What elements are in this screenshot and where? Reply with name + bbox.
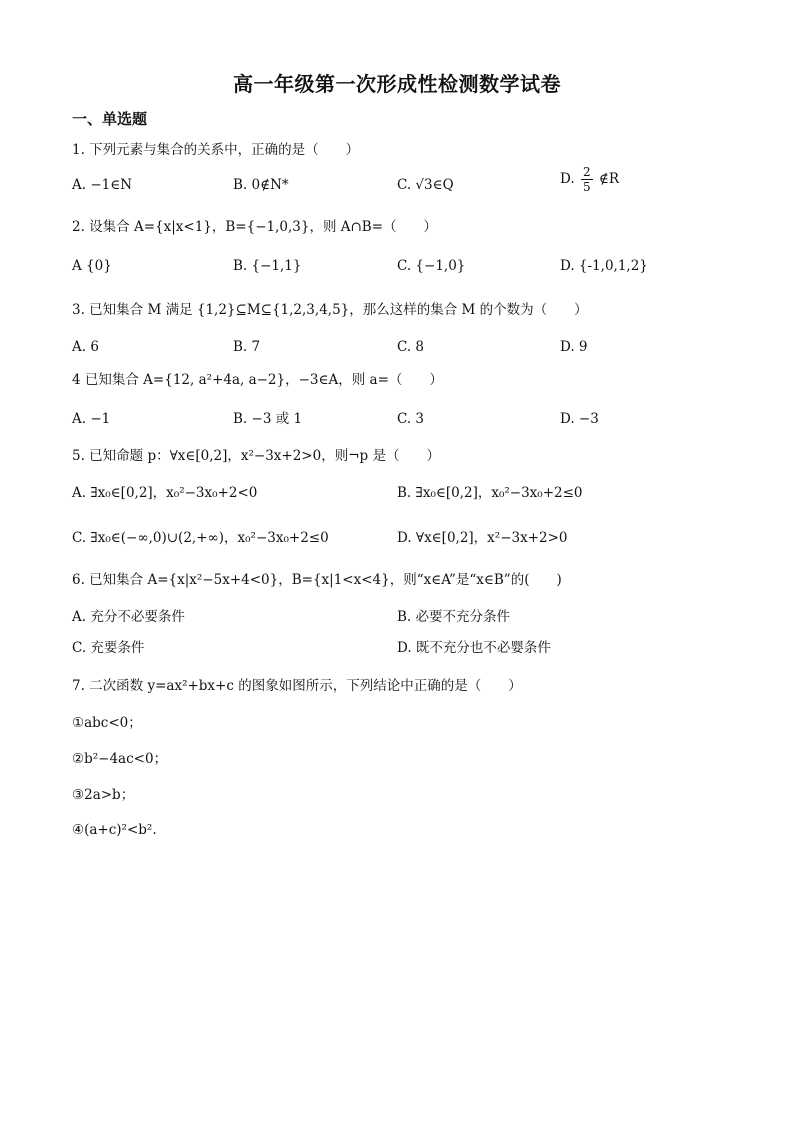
question-2-option-a: A {0} bbox=[72, 258, 112, 274]
question-2-option-b: B. {−1,1} bbox=[233, 258, 302, 274]
question-5-option-c: C. ∃x₀∈(−∞,0)∪(2,+∞)，x₀²−3x₀+2≤0 bbox=[72, 530, 329, 546]
question-3-option-b: B. 7 bbox=[233, 339, 261, 355]
question-4-option-a: A. −1 bbox=[72, 411, 111, 427]
question-6-option-d: D. 既不充分也不必婴条件 bbox=[397, 640, 551, 656]
question-6-stem: 6. 已知集合 A={x|x²−5x+4<0}，B={x|1<x<4}，则“x∈A”是“x∈B”的( ) bbox=[72, 572, 562, 588]
question-2-option-c: C. {−1,0} bbox=[397, 258, 466, 274]
question-5-option-a: A. ∃x₀∈[0,2]，x₀²−3x₀+2<0 bbox=[72, 485, 258, 501]
question-1-stem: 1. 下列元素与集合的关系中，正确的是（ ） bbox=[72, 142, 360, 158]
section-heading: 一、单选题 bbox=[72, 110, 148, 128]
question-2-stem: 2. 设集合 A={x|x<1}，B={−1,0,3}，则 A∩B=（ ） bbox=[72, 219, 438, 235]
fraction bbox=[581, 165, 593, 194]
question-6-option-c: C. 充要条件 bbox=[72, 640, 145, 656]
question-5-stem: 5. 已知命题 p：∀x∈[0,2]，x²−3x+2>0，则¬p 是（ ） bbox=[72, 448, 440, 464]
question-3-stem: 3. 已知集合 M 满足 {1,2}⊆M⊆{1,2,3,4,5}，那么这样的集合 M 的个数为（ ） bbox=[72, 302, 588, 318]
question-7-item-3: ③2a>b； bbox=[72, 787, 135, 803]
question-3-option-a: A. 6 bbox=[72, 339, 99, 355]
question-3-option-c: C. 8 bbox=[397, 339, 425, 355]
question-1-option-b: B. 0∉N* bbox=[233, 177, 289, 193]
question-6-option-b: B. 必要不充分条件 bbox=[397, 609, 511, 625]
option-d-suffix: ∉R bbox=[598, 171, 620, 187]
question-2-option-d: D. {-1,0,1,2} bbox=[560, 258, 648, 274]
question-5-option-d: D. ∀x∈[0,2]，x²−3x+2>0 bbox=[397, 530, 568, 546]
question-7-item-2: ②b²−4ac<0； bbox=[72, 751, 168, 767]
question-1-option-d bbox=[560, 165, 619, 194]
exam-title: 高一年级第一次形成性检测数学试卷 bbox=[233, 72, 561, 96]
question-1-option-a: A. −1∈N bbox=[72, 177, 133, 193]
question-4-option-c: C. 3 bbox=[397, 411, 425, 427]
question-5-option-b: B. ∃x₀∈[0,2]，x₀²−3x₀+2≤0 bbox=[397, 485, 583, 501]
question-1-option-c: C. √3∈Q bbox=[397, 177, 454, 193]
question-7-item-1: ①abc<0； bbox=[72, 715, 142, 731]
question-4-stem: 4 已知集合 A={12, a²+4a, a−2}，−3∈A，则 a=（ ） bbox=[72, 372, 443, 388]
option-d-prefix: D. bbox=[560, 171, 575, 187]
question-4-option-d: D. −3 bbox=[560, 411, 599, 427]
question-7-stem: 7. 二次函数 y=ax²+bx+c 的图象如图所示，下列结论中正确的是（ ） bbox=[72, 678, 522, 694]
question-3-option-d: D. 9 bbox=[560, 339, 588, 355]
question-6-option-a: A. 充分不必要条件 bbox=[72, 609, 185, 625]
question-7-item-4: ④(a+c)²<b². bbox=[72, 822, 157, 838]
fraction-numerator: 2 bbox=[582, 165, 591, 179]
question-4-option-b: B. −3 或 1 bbox=[233, 411, 303, 427]
fraction-denominator: 5 bbox=[582, 180, 591, 194]
